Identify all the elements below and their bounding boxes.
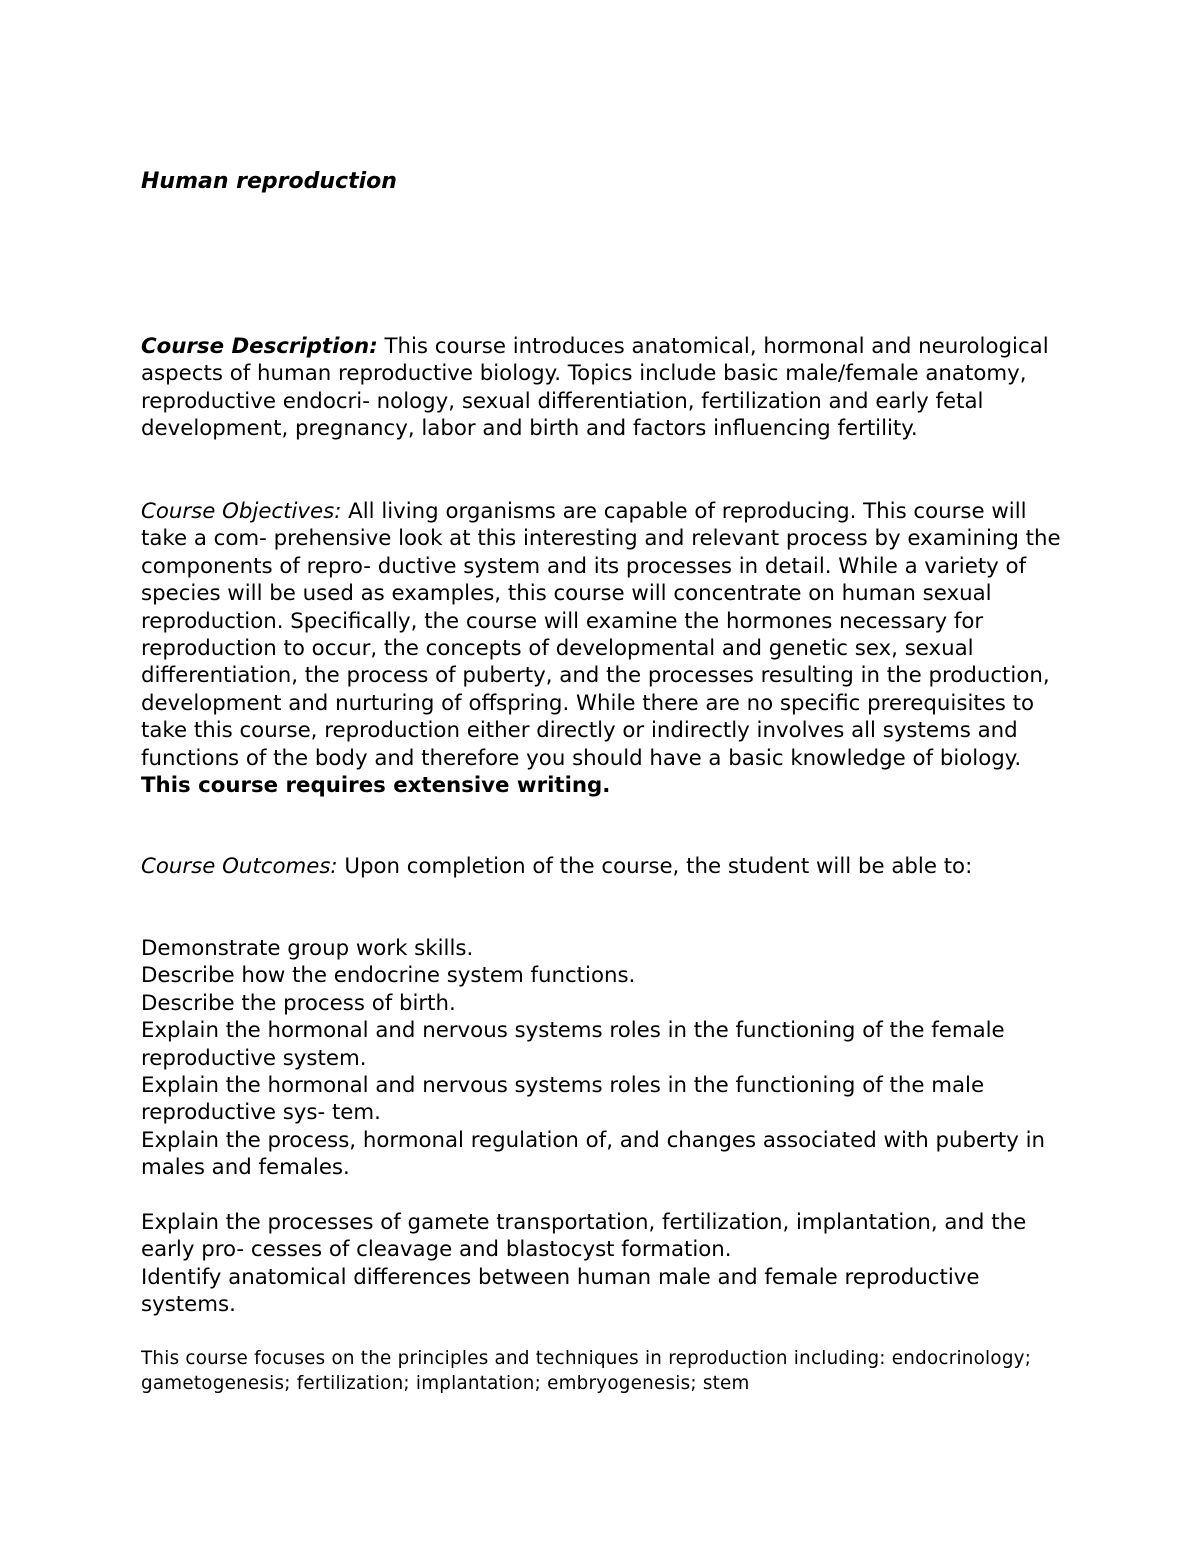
list-item: Explain the processes of gamete transportation, fertilization, implantation, and the early pro- cesses of cleavage and blastocyst formation.: [141, 1210, 1027, 1263]
list-item: Explain the hormonal and nervous systems roles in the functioning of the male reproductive sys- tem.: [141, 1073, 985, 1126]
course-objectives-text: All living organisms are capable of reproducing. This course will take a com- prehensive look at this interesting and relevant process by examining the components of repro- ductive system and its processes in detail. While a variety of species will be used as examples, this course will concentrate on human sexual reproduction. Specifically, the course will examine the hormones necessary for reproduction to occur, the concepts of developmental and genetic sex, sexual differentiation, the process of puberty, and the processes resulting in the production, development and nurturing of offspring. While there are no specific prerequisites to take this course, reproduction either directly or indirectly involves all systems and functions of the body and therefore you should have a basic knowledge of biology.: [141, 499, 1061, 771]
outcomes-list-2: [141, 1209, 1071, 1319]
list-item: Explain the hormonal and nervous systems roles in the functioning of the female reproductive system.: [141, 1018, 1005, 1071]
course-outcomes-label: Course Outcomes:: [141, 854, 338, 879]
course-focus-paragraph: This course focuses on the principles and techniques in reproduction including: endocrinology; gametogenesis; fertilization; implantation; embryogenesis; stem: [141, 1348, 1032, 1394]
list-item: Describe how the endocrine system functions.: [141, 963, 636, 989]
document-title: Human reproduction: [141, 169, 397, 194]
course-description: [141, 333, 1071, 443]
course-description-label: Course Description:: [141, 334, 378, 359]
course-outcomes: [141, 853, 1071, 880]
list-item: Identify anatomical differences between human male and female reproductive systems.: [141, 1264, 980, 1318]
list-item: Describe the process of birth.: [141, 990, 456, 1016]
list-item: Demonstrate group work skills.: [141, 936, 474, 961]
course-outcomes-intro: Upon completion of the course, the student will be able to:: [337, 854, 973, 879]
course-objectives-emphasis: This course requires extensive writing.: [141, 773, 611, 799]
list-item: Explain the process, hormonal regulation of, and changes associated with puberty in males and females.: [141, 1127, 1046, 1181]
course-objectives-label: Course Objectives:: [141, 499, 342, 524]
outcomes-list-1: [141, 935, 1071, 1182]
course-description-text: This course introduces anatomical, hormonal and neurological aspects of human reproductive biology. Topics include basic male/female anatomy, reproductive endocri- nology, sexual differentiation, fertilization and early fetal development, pregnancy, labor and birth and factors influencing fertility.: [141, 334, 1049, 442]
course-objectives: [141, 498, 1071, 799]
